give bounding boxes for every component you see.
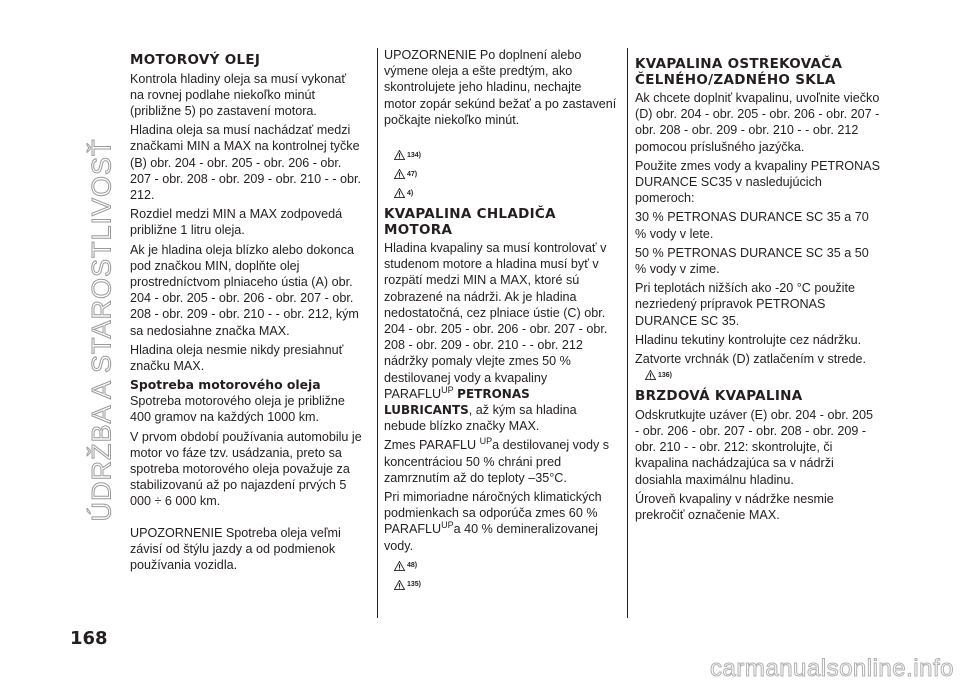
warning-ref [394, 561, 617, 571]
superscript: UP [479, 436, 493, 447]
brand-text: PETRONAS LUBRICANTS [384, 386, 530, 418]
paragraph: Kontrola hladiny oleja sa musí vykonať na rovnej podlahe niekoľko minút (približne 5) po zastavení motora. [130, 71, 347, 118]
page-number: 168 [70, 628, 108, 649]
warning-triangle-icon [394, 561, 405, 571]
paragraph: Použite zmes vody a kvapaliny PETRONAS DURANCE SC35 v nasledujúcich pomeroch: [635, 158, 880, 206]
column-1 [130, 53, 363, 576]
warning-ref-number: 47) [407, 170, 418, 178]
warning-ref [394, 150, 617, 160]
text-run: , až kým sa hladina nebude blízko značky MAX. [384, 403, 577, 434]
paragraph: V prvom období používania automobilu je motor vo fáze tzv. usádzania, preto sa spotreba motorového oleja považuje za stabilizovanú až po najazdení prvých 5 000 ÷ 6 000 km. [130, 429, 362, 509]
warning-ref-number: 48) [407, 562, 418, 570]
note-paragraph: UPOZORNENIE Po doplnení alebo výmene oleja a ešte predtým, ako skontrolujete jeho hladinu, nechajte motor zopár sekúnd bežať a po zastavení počkajte niekoľko minút. [384, 48, 617, 127]
superscript: UP [441, 520, 454, 531]
warning-triangle-icon [394, 188, 405, 198]
column-3 [635, 57, 880, 526]
superscript: UP [441, 384, 454, 395]
warning-triangle-icon [645, 370, 656, 380]
paragraph: 30 % PETRONAS DURANCE SC 35 a 70 % vody v lete. [635, 210, 869, 241]
paragraph: 50 % PETRONAS DURANCE SC 35 a 50 % vody v zime. [635, 245, 869, 277]
paragraph: Zatvorte vrchnák (D) zatlačením v strede. [635, 352, 866, 367]
paragraph: Pri teplotách nižších ako -20 °C použite nezriedený prípravok PETRONAS DURANCE SC 35. [635, 281, 855, 328]
warning-ref [394, 188, 617, 198]
paragraph [384, 437, 617, 486]
paragraph: Odskrutkujte uzáver (E) obr. 204 - obr. 205 - obr. 206 - obr. 207 - obr. 208 - obr. 209 - obr. 210 - - obr. 212: skontrolujte, či kvapalina nachádzajúca sa v nádrži dosiahla maximálnu hladinu. [635, 407, 874, 487]
paragraph: Hladina oleja nesmie nikdy presiahnuť značku MAX. [130, 342, 344, 373]
warning-ref [394, 580, 617, 590]
heading-brake-fluid: BRZDOVÁ KVAPALINA [635, 388, 803, 405]
warning-ref [394, 169, 617, 179]
paragraph [384, 240, 617, 434]
column-2 [384, 47, 617, 599]
warning-triangle-icon [394, 169, 405, 179]
text-run: a 40 % demineralizovanej vody. [384, 522, 598, 553]
heading-engine-oil: MOTOROVÝ OLEJ [130, 52, 261, 68]
text-run: Zmes PARAFLU [384, 438, 480, 453]
text-run: Hladina kvapaliny sa musí kontrolovať v studenom motore a hladina musí byť v rozpätí medzi MIN a MAX, ktoré sú zobrazené na nádrži. Ak je hladina nedostatočná, cez plniace ústie (C) obr. 204 - obr. 205 - obr. 206 - obr. 207 - obr. 208 - obr. 209 - obr. 210 - - obr. 212 nádržky pomaly vlejte zmes 50 % destilovanej vody a kvapaliny PARAFLU [384, 241, 608, 401]
warning-triangle-icon [394, 150, 405, 160]
paragraph: Hladina oleja sa musí nachádzať medzi značkami MIN a MAX na kontrolnej tyčke (B) obr. 204 - obr. 205 - obr. 206 - obr. 207 - obr. 208 - obr. 209 - obr. 210 - - obr. 212. [130, 123, 362, 202]
text-run: Pri mimoriadne náročných klimatických podmienkach sa odporúča zmes 60 % PARAFLU [384, 490, 602, 537]
watermark: carmanualsonline.info [710, 655, 954, 682]
paragraph: Rozdiel medzi MIN a MAX zodpovedá približne 1 litru oleja. [130, 207, 343, 238]
paragraph: Úroveň kvapaliny v nádržke nesmie prekročiť označenie MAX. [635, 491, 834, 522]
warning-ref-number: 135) [407, 581, 422, 589]
paragraph: Ak je hladina oleja blízko alebo dokonca pod značkou MIN, doplňte olej prostredníctvom plniaceho ústia (A) obr. 204 - obr. 205 - obr. 206 - obr. 207 - obr. 208 - obr. 209 - obr. 210 - - obr. 212, kým sa nedosiahne značka MAX. [130, 242, 359, 338]
side-title-text: ÚDRŽBA A STAROSTLIVOSŤ [86, 138, 117, 522]
column-divider [377, 48, 378, 618]
warning-ref [645, 370, 880, 380]
text-run: a destilovanej vody s koncentráciou 50 % chráni pred zamrznutím až do teploty –35°C. [384, 438, 610, 485]
subheading-oil-consumption: Spotreba motorového oleja [130, 377, 321, 393]
column-divider [627, 48, 628, 618]
heading-washer-fluid: KVAPALINA OSTREKOVAČA ČELNÉHO/ZADNÉHO SKLA [635, 56, 843, 88]
warning-triangle-icon [394, 580, 405, 590]
heading-coolant: KVAPALINA CHLADIČA MOTORA [384, 206, 556, 238]
note-paragraph: UPOZORNENIE Spotreba oleja veľmi závisí od štýlu jazdy a od podmienok používania vozidla. [130, 525, 341, 572]
paragraph: Hladinu tekutiny kontrolujte cez nádržku. [635, 332, 862, 347]
paragraph: Ak chcete doplniť kvapalinu, uvoľnite viečko (D) obr. 204 - obr. 205 - obr. 206 - obr. 207 - obr. 208 - obr. 209 - obr. 210 - - obr. 212 pomocou príslušného jazýčka. [635, 91, 880, 154]
warning-ref-number: 136) [658, 371, 673, 379]
paragraph: Spotreba motorového oleja je približne 400 gramov na každých 1000 km. [130, 394, 345, 425]
paragraph [384, 489, 617, 554]
warning-ref-number: 134) [407, 151, 422, 159]
warning-ref-number: 4) [407, 189, 414, 197]
